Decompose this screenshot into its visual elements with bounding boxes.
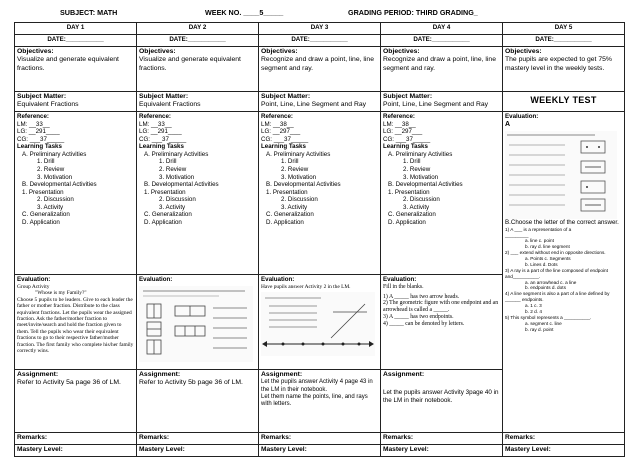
group-activity-name: "Whose is my Family?" xyxy=(35,290,87,297)
subject-label: SUBJECT: MATH xyxy=(60,8,118,17)
fill-in-item: 1) A _____ has two arrow heads. xyxy=(383,293,460,300)
task-discussion: 2. Discussion xyxy=(159,196,196,204)
grading-period-label: GRADING PERIOD: THIRD GRADING_ xyxy=(348,8,478,17)
reference-cell xyxy=(381,112,503,275)
objectives-cell xyxy=(137,47,259,92)
lg-ref: LG: __297___ xyxy=(261,128,301,136)
test-choice: a. an arrowhead c. a line xyxy=(525,279,577,285)
test-choice: b. ray d. point xyxy=(525,326,554,332)
objective-text: Recognize and draw a point, line, line segment and ray. xyxy=(261,56,374,72)
subject-matter-label: Subject Matter: xyxy=(383,93,433,100)
objectives-label: Objectives: xyxy=(261,48,298,55)
group-activity-title: Group Activity xyxy=(17,283,50,290)
test-choice: a. segment c. line xyxy=(525,320,562,326)
task-application: D. Application xyxy=(388,218,426,226)
task-application: D. Application xyxy=(266,218,304,226)
reference-cell xyxy=(15,112,137,275)
task-presentation: 1. Presentation xyxy=(266,188,308,196)
reference-cell xyxy=(137,112,259,275)
test-item: 4) A line segment is also a part of a line defined by ______ endpoints. xyxy=(505,291,610,303)
subject-matter-text: Equivalent Fractions xyxy=(17,101,79,109)
assignment-text: Let the pupils answer Activity 4 page 43 in the LM in their notebook. Let them name the points, line, and rays with letters. xyxy=(261,379,373,408)
objectives-label: Objectives: xyxy=(383,48,420,55)
lg-ref: LG: __291____ xyxy=(139,128,182,136)
test-choice: b. 2 d. 4 xyxy=(525,308,542,314)
task-review: 2. Review xyxy=(37,165,65,173)
remarks-cell: Remarks: xyxy=(137,433,259,445)
subject-matter-text: Equivalent Fractions xyxy=(139,101,201,109)
mastery-cell: Mastery Level: xyxy=(503,445,625,457)
reference-row xyxy=(15,112,625,275)
test-item: 5) This symbol represents a __________. xyxy=(505,314,592,320)
task-discussion: 2. Discussion xyxy=(37,196,74,204)
objectives-cell xyxy=(15,47,137,92)
test-items xyxy=(505,227,622,333)
test-choice: b. ray d. line segment xyxy=(525,244,570,250)
evaluation-instruction: Have pupils answer Activity 2 in the LM. xyxy=(261,283,351,290)
objective-text: The pupils are expected to get 75% mastery level in the weekly tests. xyxy=(505,56,612,72)
subject-matter-cell xyxy=(137,92,259,112)
day-header: DAY 2 xyxy=(137,23,259,35)
task-application: D. Application xyxy=(22,218,60,226)
cg-ref: CG: ___37_____ xyxy=(17,135,65,143)
task-drill: 1. Drill xyxy=(37,158,55,166)
date-cell: DATE:___________ xyxy=(503,35,625,47)
activity-image-fractions xyxy=(139,286,253,362)
reference-label: Reference: xyxy=(383,113,415,120)
day-header: DAY 5 xyxy=(503,23,625,35)
group-activity-text: Choose 5 pupils to be leaders. Give to each leader the father or mother fraction. Distribute to the class equivalent fractions. Let the pupils wear the assigned fraction. Ask the father/mother fraction to meet/invite/search and hold the fraction given to them. Tell the pupils who wear their equivalent fractions to go to their respective father/mother fraction. The first family who complete his/her family correctly wins. xyxy=(17,296,134,355)
test-item: 2) ___ extend without end in opposite directions. xyxy=(505,250,606,256)
objective-text: Recognize and draw a point, line, line segment and ray. xyxy=(383,56,496,72)
task-motivation: 3. Motivation xyxy=(403,173,439,181)
fill-in-item: 4) _____ can be denoted by letters. xyxy=(383,321,465,328)
subject-matter-text: Point, Line, Line Segment and Ray xyxy=(383,101,489,109)
objectives-row xyxy=(15,47,625,92)
task-discussion: 2. Discussion xyxy=(403,196,440,204)
lm-ref: LM: __33__ xyxy=(139,120,172,128)
assignment-text: Refer to Activity 5a page 36 of LM. xyxy=(17,379,121,387)
mastery-row xyxy=(15,445,625,457)
reference-label: Reference: xyxy=(139,113,171,120)
evaluation-cell xyxy=(381,275,503,370)
test-item: 3) A ray is a part of the line composed of endpoint and__________. xyxy=(505,267,608,279)
mastery-cell: Mastery Level: xyxy=(15,445,137,457)
mastery-cell: Mastery Level: xyxy=(137,445,259,457)
task-activity: 3. Activity xyxy=(403,203,430,211)
assignment-label: Assignment: xyxy=(17,371,59,378)
remarks-cell: Remarks: xyxy=(503,433,625,445)
task-activity: 3. Activity xyxy=(37,203,64,211)
weekly-test-cell xyxy=(503,92,625,112)
assignment-text: Let the pupils answer Activity 3page 40 in the LM in their notebook. xyxy=(383,389,499,404)
assignment-label: Assignment: xyxy=(261,371,303,378)
assignment-text: Refer to Activity 5b page 36 of LM. xyxy=(139,379,243,387)
date-cell: DATE:___________ xyxy=(259,35,381,47)
task-developmental: B. Developmental Activities xyxy=(144,181,219,189)
remarks-cell: Remarks: xyxy=(259,433,381,445)
objective-text: Visualize and generate equivalent fractions. xyxy=(17,56,119,72)
evaluation-label: Evaluation: xyxy=(17,276,51,283)
part-a-label: A xyxy=(505,120,511,128)
fill-in-item: 3) A _____ has two endpoints. xyxy=(383,314,454,321)
task-developmental: B. Developmental Activities xyxy=(266,181,341,189)
mastery-cell: Mastery Level: xyxy=(259,445,381,457)
remarks-cell: Remarks: xyxy=(15,433,137,445)
weekly-test-title: WEEKLY TEST xyxy=(530,95,597,105)
task-review: 2. Review xyxy=(281,165,309,173)
date-cell: DATE:___________ xyxy=(381,35,503,47)
task-activity: 3. Activity xyxy=(159,203,186,211)
task-drill: 1. Drill xyxy=(159,158,177,166)
assignment-cell xyxy=(381,370,503,433)
objectives-cell xyxy=(503,47,625,92)
lg-ref: LG: __297___ xyxy=(383,128,423,136)
evaluation-label: Evaluation: xyxy=(139,276,173,283)
lesson-plan-table xyxy=(14,22,625,457)
lm-ref: LM: __38__ xyxy=(383,120,416,128)
test-part-a-image xyxy=(505,131,617,219)
subject-matter-row xyxy=(15,92,625,112)
fill-in-item: 2) The geometric figure with one endpoint and an arrowhead is called a _____. xyxy=(383,300,499,314)
task-generalization: C. Generalization xyxy=(22,211,70,219)
task-developmental: B. Developmental Activities xyxy=(388,181,463,189)
subject-matter-cell xyxy=(381,92,503,112)
reference-label: Reference: xyxy=(17,113,49,120)
task-motivation: 3. Motivation xyxy=(159,173,195,181)
learning-tasks-label: Learning Tasks xyxy=(261,143,306,151)
task-presentation: 1. Presentation xyxy=(22,188,64,196)
task-preliminary: A. Preliminary Activities xyxy=(388,150,453,158)
task-drill: 1. Drill xyxy=(403,158,421,166)
task-discussion: 2. Discussion xyxy=(281,196,318,204)
fill-in-blanks xyxy=(383,284,500,329)
cg-ref: CG: ___37_____ xyxy=(139,135,187,143)
evaluation-cell xyxy=(15,275,137,370)
task-application: D. Application xyxy=(144,218,182,226)
reference-cell xyxy=(259,112,381,275)
learning-tasks-label: Learning Tasks xyxy=(139,143,184,151)
evaluation-label: Evaluation: xyxy=(261,276,295,283)
date-cell: DATE:___________ xyxy=(15,35,137,47)
evaluation-cell xyxy=(137,275,259,370)
test-choice: b. endpoints d. dots xyxy=(525,285,566,291)
week-label: WEEK NO. ____5_____ xyxy=(205,8,284,17)
day-row xyxy=(15,23,625,35)
lg-ref: LG: __291____ xyxy=(17,128,60,136)
task-preliminary: A. Preliminary Activities xyxy=(144,150,209,158)
remarks-cell: Remarks: xyxy=(381,433,503,445)
objectives-label: Objectives: xyxy=(505,48,542,55)
test-choice: b. Lines d. Dots xyxy=(525,261,558,267)
day-header: DAY 4 xyxy=(381,23,503,35)
task-generalization: C. Generalization xyxy=(388,211,436,219)
task-preliminary: A. Preliminary Activities xyxy=(266,150,331,158)
remarks-row xyxy=(15,433,625,445)
group-activity xyxy=(17,284,134,355)
day-header: DAY 3 xyxy=(259,23,381,35)
task-drill: 1. Drill xyxy=(281,158,299,166)
task-generalization: C. Generalization xyxy=(144,211,192,219)
test-item: 1) A ___ is a representation of a xyxy=(505,226,572,232)
date-cell: DATE:___________ xyxy=(137,35,259,47)
subject-matter-cell xyxy=(15,92,137,112)
lm-ref: LM: __38__ xyxy=(261,120,294,128)
subject-matter-label: Subject Matter: xyxy=(139,93,189,100)
subject-matter-text: Point, Line, Line Segment and Ray xyxy=(261,101,367,109)
objectives-label: Objectives: xyxy=(139,48,176,55)
learning-tasks-label: Learning Tasks xyxy=(17,143,62,151)
subject-matter-label: Subject Matter: xyxy=(261,93,311,100)
assignment-cell xyxy=(15,370,137,433)
task-preliminary: A. Preliminary Activities xyxy=(22,150,87,158)
objectives-label: Objectives: xyxy=(17,48,54,55)
objective-text: Visualize and generate equivalent fractions. xyxy=(139,56,241,72)
assignment-cell xyxy=(137,370,259,433)
evaluation-label: Evaluation: xyxy=(383,276,417,283)
task-review: 2. Review xyxy=(403,165,431,173)
learning-tasks-label: Learning Tasks xyxy=(383,143,428,151)
task-presentation: 1. Presentation xyxy=(144,188,186,196)
objectives-cell xyxy=(381,47,503,92)
cg-ref: CG: ___37_____ xyxy=(383,135,431,143)
task-activity: 3. Activity xyxy=(281,203,308,211)
part-b-instructions: B.Choose the letter of the correct answer. xyxy=(505,219,619,227)
assignment-label: Assignment: xyxy=(139,371,181,378)
fill-in-instruction: Fill in the blanks. xyxy=(383,283,424,290)
evaluation-cell xyxy=(259,275,381,370)
task-motivation: 3. Motivation xyxy=(281,173,317,181)
test-choice: a. 1 c. 3 xyxy=(525,303,542,309)
day-header: DAY 1 xyxy=(15,23,137,35)
evaluation-label: Evaluation: xyxy=(505,113,539,120)
test-choice: a. line c. point xyxy=(525,238,554,244)
assignment-label: Assignment: xyxy=(383,371,425,378)
date-row xyxy=(15,35,625,47)
task-motivation: 3. Motivation xyxy=(37,173,73,181)
task-developmental: B. Developmental Activities xyxy=(22,181,97,189)
weekly-test-content xyxy=(503,112,625,433)
test-item: _________ xyxy=(505,232,529,238)
cg-ref: CG: ___37_____ xyxy=(261,135,309,143)
reference-label: Reference: xyxy=(261,113,293,120)
page-header xyxy=(0,6,638,20)
subject-matter-label: Subject Matter: xyxy=(17,93,67,100)
activity-image-lines xyxy=(261,292,375,356)
test-choice: a. Points c. Segments xyxy=(525,256,571,262)
objectives-cell xyxy=(259,47,381,92)
task-review: 2. Review xyxy=(159,165,187,173)
assignment-cell xyxy=(259,370,381,433)
subject-matter-cell xyxy=(259,92,381,112)
task-generalization: C. Generalization xyxy=(266,211,314,219)
lm-ref: LM: __33__ xyxy=(17,120,50,128)
task-presentation: 1. Presentation xyxy=(388,188,430,196)
mastery-cell: Mastery Level: xyxy=(381,445,503,457)
